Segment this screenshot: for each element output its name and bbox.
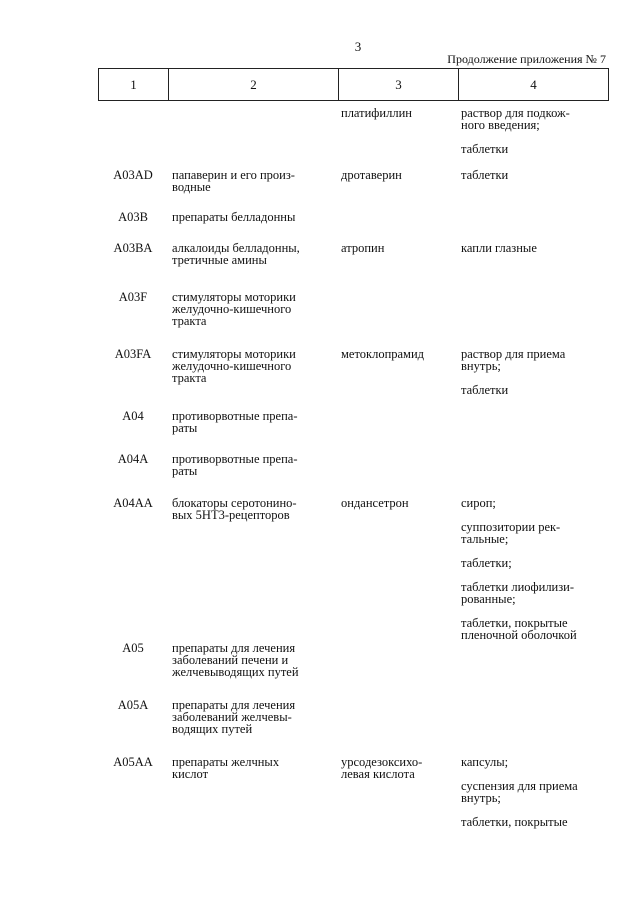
atc-code: A04A	[117, 452, 149, 466]
pharmacological-group: стимуляторы моторики желудочно-кишечного тракта	[172, 347, 296, 385]
dosage-forms	[461, 107, 611, 155]
dosage-form: таблетки;	[461, 556, 512, 570]
dosage-form: таблетки лиофилизи- рованные;	[461, 580, 575, 606]
dosage-form: раствор для подкож- ного введения;	[461, 106, 570, 132]
active-substance: урсодезоксихо- левая кислота	[341, 755, 423, 781]
page-number: 3	[354, 39, 362, 54]
active-substance: дротаверин	[341, 168, 402, 182]
column-header-1: 1	[99, 69, 169, 101]
active-substance: метоклопрамид	[341, 347, 425, 361]
atc-code: A05	[122, 641, 144, 655]
atc-code: A05AA	[113, 755, 153, 769]
table-header	[98, 68, 609, 101]
pharmacological-group: препараты белладонны	[172, 210, 296, 224]
dosage-form: таблетки	[461, 168, 509, 182]
column-header-2: 2	[169, 69, 339, 101]
pharmacological-group: блокаторы серотонино- вых 5HT3-рецепторов	[172, 496, 297, 522]
pharmacological-group: папаверин и его произ- водные	[172, 168, 295, 194]
dosage-forms	[461, 242, 611, 254]
column-header-3: 3	[339, 69, 459, 101]
atc-code: A03F	[118, 290, 148, 304]
atc-code: A03FA	[114, 347, 152, 361]
pharmacological-group: алкалоиды белладонны, третичные амины	[172, 241, 300, 267]
atc-code: A03BA	[113, 241, 153, 255]
pharmacological-group: препараты желчных кислот	[172, 755, 280, 781]
dosage-forms	[461, 169, 611, 181]
pharmacological-group: стимуляторы моторики желудочно-кишечного тракта	[172, 290, 296, 328]
dosage-forms	[461, 497, 611, 641]
pharmacological-group: противорвотные препа- раты	[172, 452, 298, 478]
atc-code: A03AD	[113, 168, 153, 182]
dosage-forms	[461, 756, 611, 828]
pharmacological-group: препараты для лечения заболеваний печени и желчевыводящих путей	[172, 641, 299, 679]
continuation-note: Продолжение приложения № 7	[447, 52, 606, 66]
dosage-form: суппозитории рек- тальные;	[461, 520, 561, 546]
atc-code: A03B	[118, 210, 148, 224]
dosage-form: капсулы;	[461, 755, 509, 769]
active-substance: атропин	[341, 241, 385, 255]
dosage-forms	[461, 348, 611, 396]
dosage-form: таблетки	[461, 383, 509, 397]
active-substance: платифиллин	[341, 106, 412, 120]
dosage-form: таблетки, покрытые пленочной оболочкой	[461, 616, 577, 642]
active-substance: ондансетрон	[341, 496, 409, 510]
dosage-form: таблетки, покрытые	[461, 815, 568, 829]
pharmacological-group: препараты для лечения заболеваний желчевы- водящих путей	[172, 698, 296, 736]
dosage-form: сироп;	[461, 496, 496, 510]
atc-code: A04AA	[113, 496, 153, 510]
column-header-4: 4	[459, 69, 609, 101]
dosage-form: капли глазные	[461, 241, 537, 255]
dosage-form: раствор для приема внутрь;	[461, 347, 566, 373]
dosage-form: суспензия для приема внутрь;	[461, 779, 578, 805]
atc-code: A05A	[117, 698, 149, 712]
dosage-form: таблетки	[461, 142, 509, 156]
atc-code: A04	[122, 409, 144, 423]
pharmacological-group: противорвотные препа- раты	[172, 409, 298, 435]
